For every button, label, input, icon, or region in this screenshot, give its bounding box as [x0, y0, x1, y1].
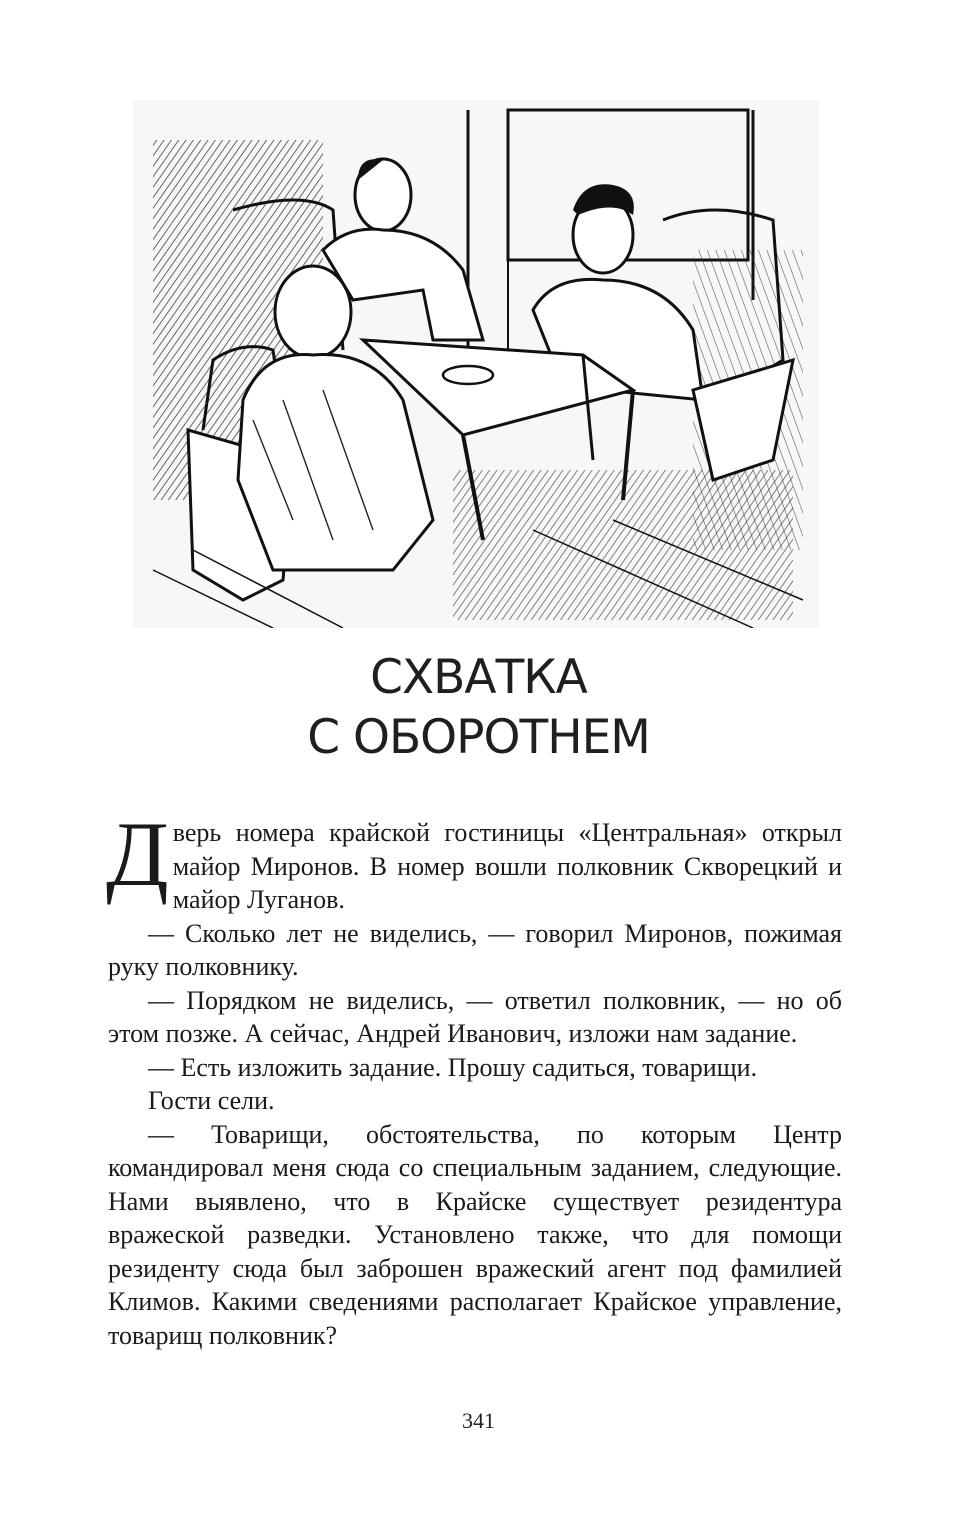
- chapter-body: [106, 803, 842, 1352]
- chapter-title-line-1: СХВАТКА: [370, 650, 587, 705]
- paragraph-5: Гости сели.: [148, 1086, 275, 1115]
- paragraph-1-text: верь номера крайской гостиницы «Центральная» открыл майор Миронов. В номер вошли полковник Скворецкий и майор Луганов.: [172, 818, 842, 914]
- paragraph-1: [106, 803, 842, 917]
- drop-cap: Д: [106, 803, 169, 905]
- paragraph-3: — Порядком не виделись, — ответил полковник, — но об этом позже. А сейчас, Андрей Иванович, изложи нам задание.: [108, 985, 842, 1048]
- page-number: 341: [462, 1408, 495, 1433]
- paragraph-2: — Сколько лет не виделись, — говорил Миронов, пожимая руку полковнику.: [108, 918, 842, 981]
- illustration-drawing: [133, 100, 819, 628]
- chapter-title: [0, 648, 957, 768]
- chapter-title-line-2: С ОБОРОТНЕМ: [307, 710, 650, 765]
- meeting-scene-illustration: [133, 100, 819, 628]
- paragraph-6: — Товарищи, обстоятельства, по которым Центр командировал меня сюда со специальным заданием, следующие. Нами выявлено, что в Крайске существует резидентура вражеской разведки. Установлено также, что для помощи резиденту сюда был заброшен вражеский агент под фамилией Климов. Какими сведениями располагает Крайское управление, товарищ полковник?: [108, 1119, 842, 1350]
- paragraph-4: — Есть изложить задание. Прошу садиться, товарищи.: [148, 1052, 758, 1082]
